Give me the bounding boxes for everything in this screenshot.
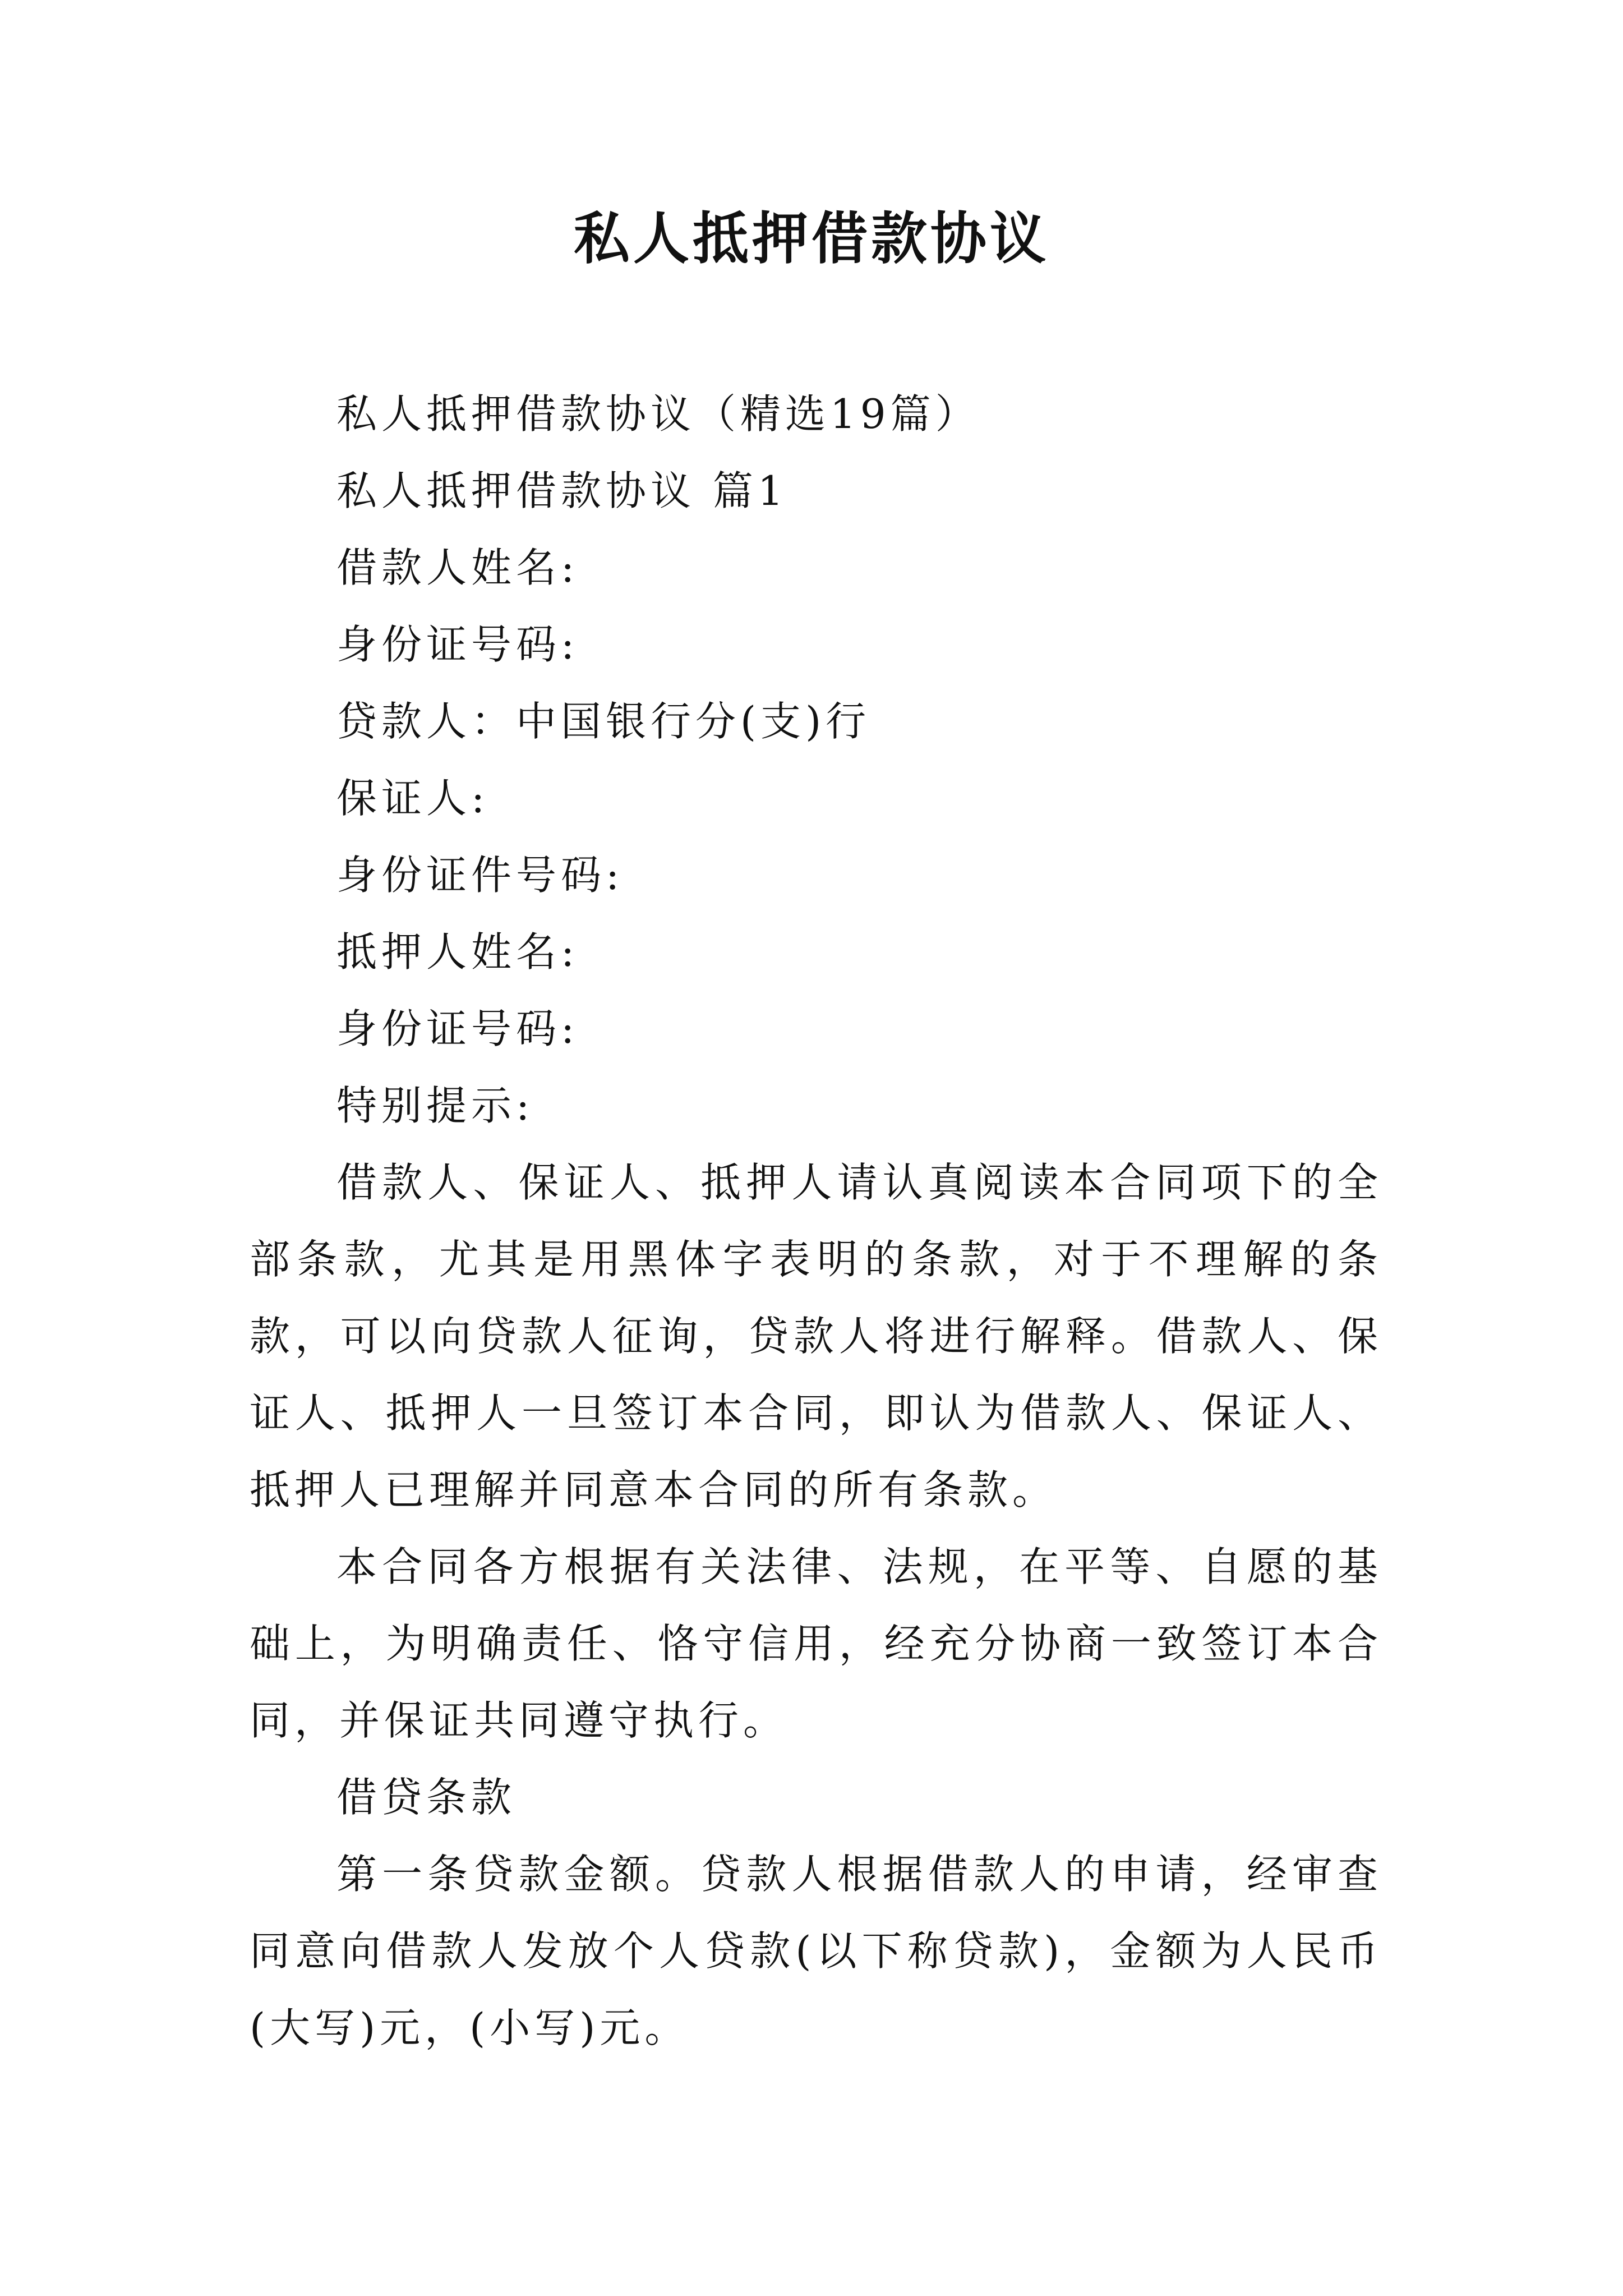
- guarantor-id-field: 身份证件号码:: [336, 852, 624, 899]
- borrower-name-field: 借款人姓名:: [336, 544, 579, 591]
- guarantor-field: 保证人:: [336, 775, 490, 822]
- mortgagor-id-field: 身份证号码:: [336, 1005, 579, 1052]
- borrower-id-field: 身份证号码:: [336, 621, 579, 668]
- clause-paragraph: 第一条贷款金额。贷款人根据借款人的申请，经审查同意向借款人发放个人贷款(以下称贷款)，金额为人民币(大写)元，(小写)元。: [250, 1851, 1382, 2051]
- agreement-paragraph: 本合同各方根据有关法律、法规，在平等、自愿的基础上，为明确责任、恪守信用，经充分协商一致签订本合同，并保证共同遵守执行。: [250, 1543, 1382, 1744]
- mortgagor-name-field: 抵押人姓名:: [336, 928, 579, 976]
- special-notice-heading: 特别提示:: [336, 1082, 534, 1129]
- document-body: [250, 376, 1382, 2067]
- subtitle-line: 私人抵押借款协议（精选19篇）: [336, 390, 980, 438]
- section-heading: 借贷条款: [336, 1774, 517, 1821]
- lender-field: 贷款人：中国银行分(支)行: [336, 698, 871, 745]
- chapter-heading: 私人抵押借款协议 篇1: [336, 467, 788, 514]
- document-title: 私人抵押借款协议: [574, 205, 1049, 272]
- notice-paragraph: 借款人、保证人、抵押人请认真阅读本合同项下的全部条款，尤其是用黑体字表明的条款，对于不理解的条款，可以向贷款人征询，贷款人将进行解释。借款人、保证人、抵押人一旦签订本合同，即认为借款人、保证人、抵押人已理解并同意本合同的所有条款。: [250, 1159, 1382, 1513]
